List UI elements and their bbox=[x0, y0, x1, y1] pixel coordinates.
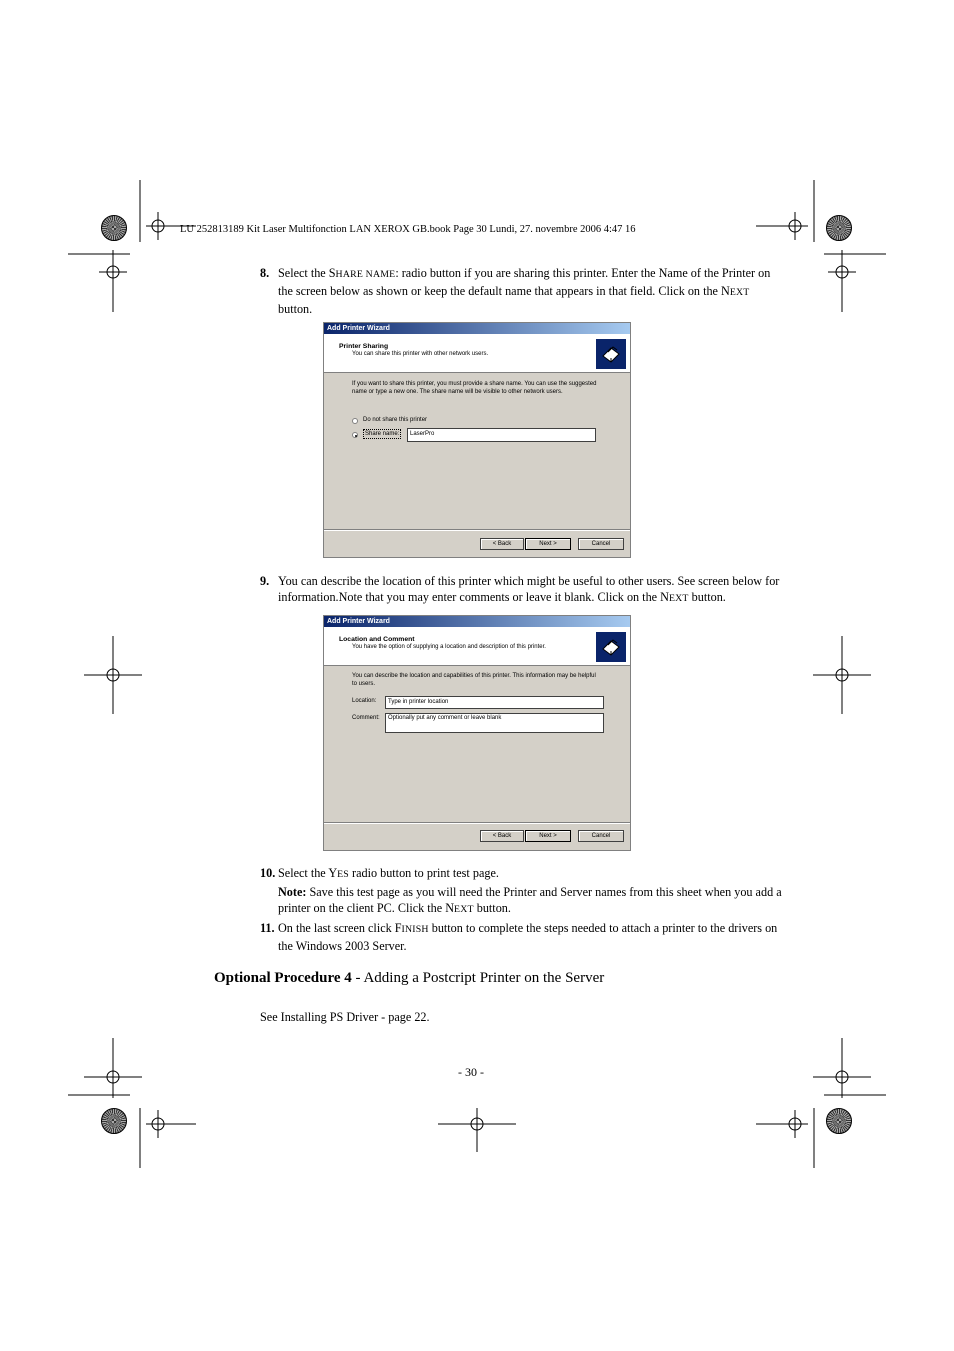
back-button[interactable]: < Back bbox=[480, 830, 524, 842]
wizard-description: If you want to share this printer, you must provide a share name. You can use the suggested name or type a new one. The share name will be visible to other network users. bbox=[352, 381, 597, 395]
wizard-separator bbox=[324, 822, 630, 824]
section-heading: Optional Procedure 4 - Adding a Postcript Printer on the Server bbox=[214, 970, 605, 986]
wizard-subheading: You can share this printer with other network users. bbox=[352, 351, 489, 357]
step-text: On the last screen click FINISH button to complete the steps needed to attach a printer to the drivers on the Windows 2003 Server. bbox=[278, 921, 778, 954]
printer-wizard-icon bbox=[596, 632, 626, 662]
share-name-field[interactable]: LaserPro bbox=[407, 428, 596, 442]
back-button[interactable]: < Back bbox=[480, 538, 524, 550]
page-number: - 30 - bbox=[458, 1065, 484, 1079]
book-header: LU 252813189 Kit Laser Multifonction LAN XEROX GB.book Page 30 Lundi, 27. novembre 2006 4:47 16 bbox=[180, 224, 636, 235]
cancel-button[interactable]: Cancel bbox=[578, 538, 624, 550]
radio-no-share[interactable] bbox=[352, 418, 358, 424]
step-number: 11. bbox=[260, 921, 275, 935]
wizard-separator bbox=[324, 529, 630, 531]
comment-label: Comment: bbox=[352, 715, 380, 721]
wizard-heading: Location and Comment bbox=[339, 636, 415, 643]
radio-share-name-label: Share name: bbox=[365, 431, 400, 437]
comment-field[interactable]: Optionally put any comment or leave blank bbox=[385, 713, 604, 733]
wizard-description: You can describe the location and capabilities of this printer. This information may be helpful to users. bbox=[352, 673, 596, 687]
printer-wizard-icon bbox=[596, 339, 626, 369]
window-title: Add Printer Wizard bbox=[324, 616, 630, 627]
wizard-header bbox=[324, 627, 630, 666]
next-button[interactable]: Next > bbox=[525, 830, 571, 842]
step-note: Note: Save this test page as you will need the Printer and Server names from this sheet when you add a printer on the client PC. Click the NEXT button. bbox=[278, 885, 782, 916]
step-text: Select the SHARE NAME: radio button if you are sharing this printer. Enter the Name of the Printer on the screen below as shown or keep the default name that appears in that field. Click on the NEXT button. bbox=[278, 266, 771, 317]
wizard-location-comment bbox=[323, 615, 631, 851]
location-label: Location: bbox=[352, 698, 377, 704]
radio-share-name[interactable] bbox=[352, 432, 358, 438]
cross-reference: See Installing PS Driver - page 22. bbox=[260, 1010, 430, 1024]
step-number: 9. bbox=[260, 574, 270, 588]
radio-no-share-label: Do not share this printer bbox=[363, 417, 428, 423]
step-number: 8. bbox=[260, 266, 270, 280]
location-field[interactable]: Type in printer location bbox=[385, 696, 604, 709]
wizard-heading: Printer Sharing bbox=[339, 343, 389, 350]
step-text: You can describe the location of this printer which might be useful to other users. See screen below for information.Note that you may enter comments or leave it blank. Click on the NEXT button. bbox=[278, 574, 780, 605]
step-10 bbox=[260, 865, 786, 919]
wizard-header bbox=[324, 334, 630, 373]
cancel-button[interactable]: Cancel bbox=[578, 830, 624, 842]
wizard-subheading: You have the option of supplying a location and description of this printer. bbox=[352, 644, 546, 650]
step-8 bbox=[260, 265, 786, 318]
wizard-printer-sharing bbox=[323, 322, 631, 558]
step-text: Select the YES radio button to print test page. Note: Save this test page as you will need the Printer and Server names from this sheet when you add a printer on the client PC. Click the NEXT button. bbox=[278, 865, 786, 919]
window-title: Add Printer Wizard bbox=[324, 323, 630, 334]
next-button[interactable]: Next > bbox=[525, 538, 571, 550]
step-9 bbox=[260, 573, 786, 607]
step-11 bbox=[260, 920, 786, 954]
step-number: 10. bbox=[260, 866, 276, 880]
